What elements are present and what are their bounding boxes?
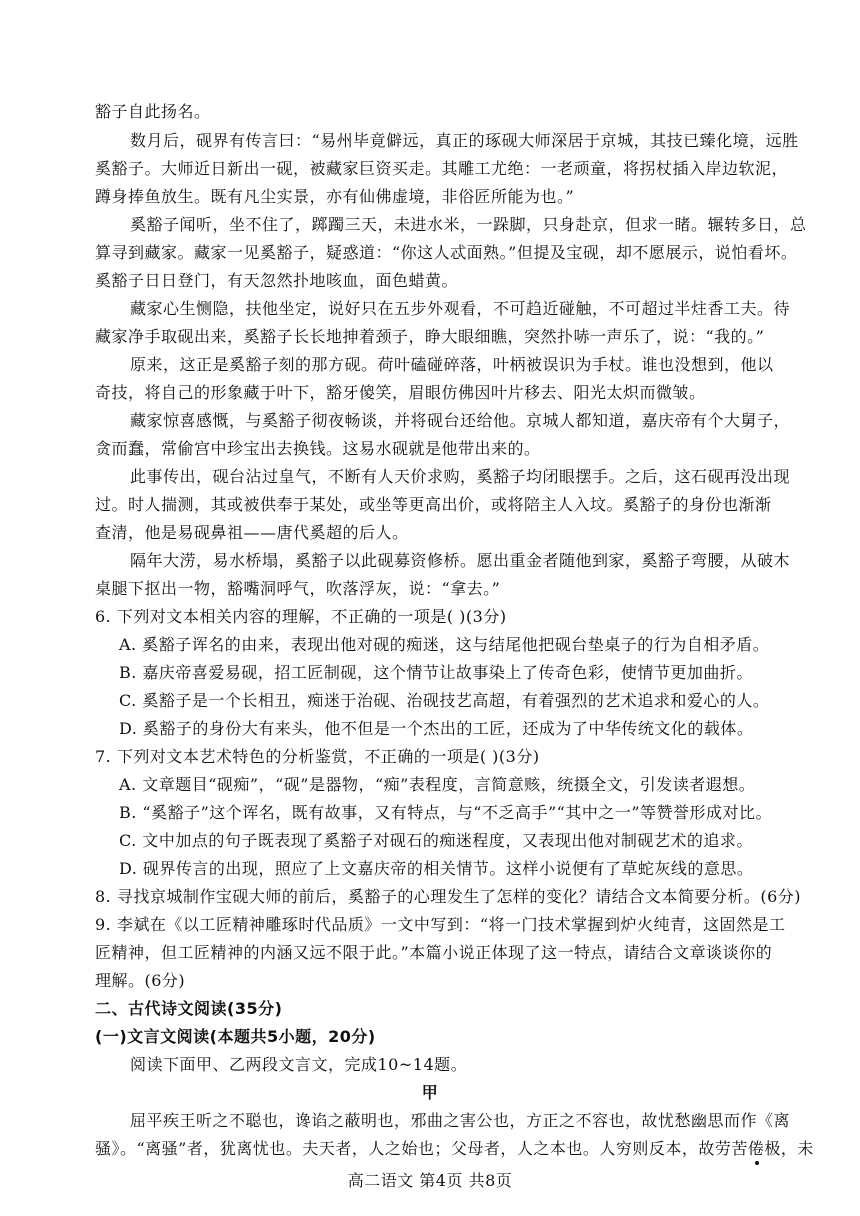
story-line: 藏家净手取砚出来，奚豁子长长地抻着颈子，睁大眼细瞧，突然扑哧一声乐了，说：“我的。” bbox=[95, 327, 765, 346]
question-7-option-b: B. “奚豁子”这个诨名，既有故事，又有特点，与“不乏高手”“其中之一”等赞誉形成对比。 bbox=[119, 803, 773, 822]
page-footer: 高二语文 第4页 共8页 bbox=[347, 1171, 513, 1190]
question-7-option-c: C. 文中加点的句子既表现了奚豁子对砚石的痴迷程度，又表现出他对制砚艺术的追求。 bbox=[119, 831, 753, 850]
question-8: 8. 寻找京城制作宝砚大师的前后，奚豁子的心理发生了怎样的变化？请结合文本简要分析。(6分) bbox=[95, 887, 802, 906]
story-line: 算寻到藏家。藏家一见奚豁子，疑惑道：“你这人忒面熟。”但提及宝砚，却不愿展示，说怕看坏。 bbox=[95, 243, 798, 262]
story-line: 数月后，砚界有传言曰：“易州毕竟僻远，真正的琢砚大师深居于京城，其技已臻化境，远胜 bbox=[130, 131, 799, 150]
story-line: 隔年大涝，易水桥塌，奚豁子以此砚募资修桥。愿出重金者随他到家，奚豁子弯腰，从破木 bbox=[130, 551, 791, 570]
question-6-stem: 6. 下列对文本相关内容的理解，不正确的一项是( )(3分) bbox=[95, 607, 507, 626]
classical-text-line: 屈平疾王听之不聪也，谗谄之蔽明也，邪曲之害公也，方正之不容也，故忧愁幽思而作《离 bbox=[130, 1111, 791, 1130]
question-6-option-b: B. 嘉庆帝喜爱易砚，招工匠制砚，这个情节让故事染上了传奇色彩，使情节更加曲折。 bbox=[119, 663, 753, 682]
story-line: 藏家惊喜感慨，与奚豁子彻夜畅谈，并将砚台还给他。京城人都知道，嘉庆帝有个大舅子， bbox=[130, 411, 791, 430]
emphasis-dot bbox=[755, 1161, 759, 1165]
story-line: 查清，他是易砚鼻祖——唐代奚超的后人。 bbox=[95, 523, 409, 542]
story-line: 此事传出，砚台沾过皇气，不断有人天价求购，奚豁子均闭眼摆手。之后，这石砚再没出现 bbox=[130, 467, 791, 486]
story-line: 奚豁子。大师近日新出一砚，被藏家巨资买走。其雕工尤绝：一老顽童，将拐杖插入岸边软泥， bbox=[95, 159, 789, 178]
question-9-line: 匠精神，但工匠精神的内涵又远不限于此。”本篇小说正体现了这一特点，请结合文章谈谈你的 bbox=[95, 943, 773, 962]
story-line: 奚豁子闻听，坐不住了，踯躅三天，未进水米，一跺脚，只身赴京，但求一睹。辗转多日，总 bbox=[130, 215, 807, 234]
story-line: 贪而蠢，常偷宫中珍宝出去换钱。这易水砚就是他带出来的。 bbox=[95, 439, 541, 458]
passage-label: 甲 bbox=[421, 1083, 439, 1102]
question-9-line: 理解。(6分) bbox=[95, 971, 186, 990]
section-2-title: 二、古代诗文阅读(35分) bbox=[95, 999, 283, 1018]
story-line: 蹲身捧鱼放生。既有凡尘实景，亦有仙佛虚境，非俗匠所能为也。” bbox=[95, 187, 575, 206]
question-6-option-d: D. 奚豁子的身份大有来头，他不但是一个杰出的工匠，还成为了中华传统文化的载体。 bbox=[119, 719, 754, 738]
question-6-option-c: C. 奚豁子是一个长相丑，痴迷于治砚、治砚技艺高超，有着强烈的艺术追求和爱心的人。 bbox=[119, 691, 770, 710]
story-line: 过。时人揣测，其或被供奉于某处，或坐等更高出价，或将陪主人入坟。奚豁子的身份也渐渐 bbox=[95, 495, 772, 514]
story-line: 奇技，将自己的形象藏于叶下，豁牙傻笑，眉眼仿佛因叶片移去、阳光太炽而微皱。 bbox=[95, 383, 706, 402]
story-line: 原来，这正是奚豁子刻的那方砚。荷叶磕碰碎落，叶柄被误识为手杖。谁也没想到，他以 bbox=[130, 355, 774, 374]
section-2-instruction: 阅读下面甲、乙两段文言文，完成10~14题。 bbox=[130, 1055, 468, 1074]
section-2-subtitle: (一)文言文阅读(本题共5小题，20分) bbox=[95, 1027, 376, 1046]
question-6-option-a: A. 奚豁子诨名的由来，表现出他对砚的痴迷，这与结尾他把砚台垫桌子的行为自相矛盾。 bbox=[119, 635, 770, 654]
story-line: 豁子自此扬名。 bbox=[95, 102, 211, 121]
question-7-option-a: A. 文章题目“砚痴”，“砚”是器物，“痴”表程度，言简意赅，统摄全文，引发读者遐想。 bbox=[119, 775, 756, 794]
question-7-stem: 7. 下列对文本艺术特色的分析鉴赏，不正确的一项是( )(3分) bbox=[95, 747, 540, 766]
story-line: 奚豁子日日登门，有天忽然扑地咳血，面色蜡黄。 bbox=[95, 271, 459, 290]
question-9-line: 9. 李斌在《以工匠精神雕琢时代品质》一文中写到：“将一门技术掌握到炉火纯青，这固然是工 bbox=[95, 915, 786, 934]
story-line: 桌腿下抠出一物，豁嘴洞呼气，吹落浮灰，说：“拿去。” bbox=[95, 579, 501, 598]
question-7-option-d: D. 砚界传言的出现，照应了上文嘉庆帝的相关情节。这样小说便有了草蛇灰线的意思。 bbox=[119, 859, 754, 878]
classical-text-line: 骚》。“离骚”者，犹离忧也。夫天者，人之始也；父母者，人之本也。人穷则反本，故劳苦倦极，未 bbox=[95, 1139, 814, 1158]
story-line: 藏家心生恻隐，扶他坐定，说好只在五步外观看，不可趋近碰触，不可超过半炷香工夫。待 bbox=[130, 299, 791, 318]
